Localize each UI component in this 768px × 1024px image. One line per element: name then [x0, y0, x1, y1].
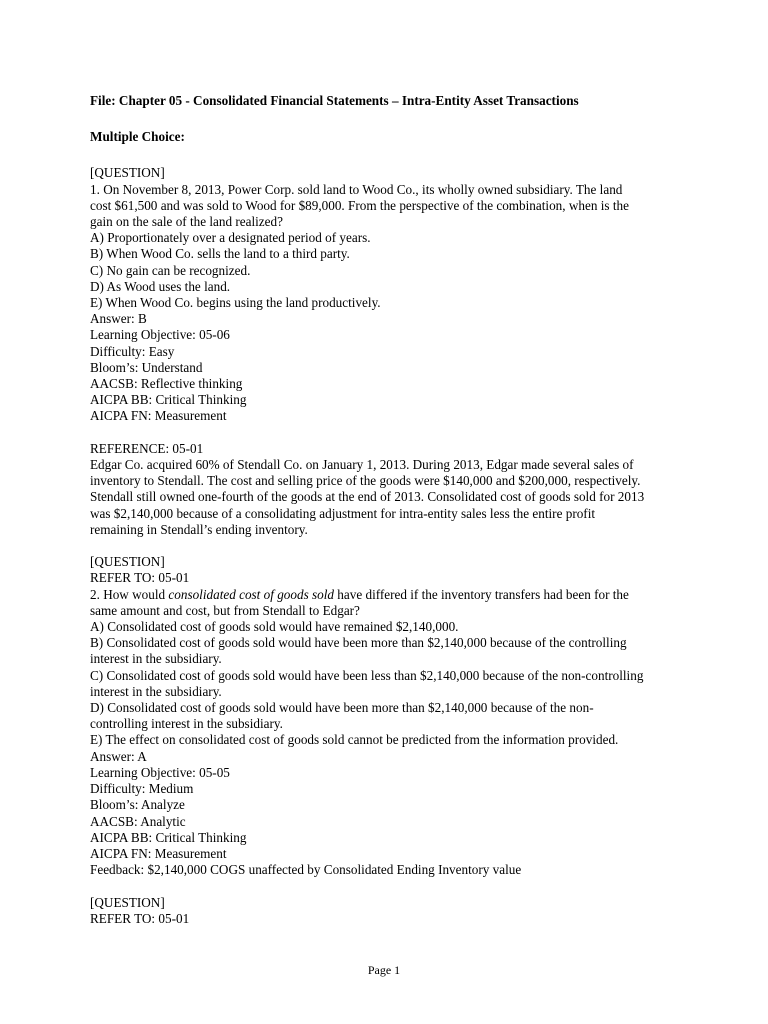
question-tag: [QUESTION]: [90, 894, 165, 910]
section-title: Multiple Choice:: [90, 129, 185, 145]
blooms-level: Bloom’s: Analyze: [90, 797, 185, 813]
aicpa-fn-tag: AICPA FN: Measurement: [90, 408, 227, 424]
question-stem-line: 1. On November 8, 2013, Power Corp. sold land to Wood Co., its wholly owned subsidiary. The land: [90, 181, 623, 197]
answer-option: B) Consolidated cost of goods sold would have been more than $2,140,000 because of the controlling: [90, 635, 627, 651]
difficulty: Difficulty: Medium: [90, 781, 194, 797]
question-stem-line: cost $61,500 and was sold to Wood for $89,000. From the perspective of the combination, when is the: [90, 197, 629, 213]
answer-option: E) The effect on consolidated cost of goods sold cannot be predicted from the information provided.: [90, 732, 619, 748]
stem-prefix: 2. How would: [90, 586, 169, 602]
question-tag: [QUESTION]: [90, 165, 165, 181]
answer-option: A) Proportionately over a designated period of years.: [90, 230, 371, 246]
file-title: File: Chapter 05 - Consolidated Financial Statements – Intra-Entity Asset Transactions: [90, 93, 579, 108]
answer-option: D) Consolidated cost of goods sold would have been more than $2,140,000 because of the non-: [90, 700, 594, 716]
answer-option: B) When Wood Co. sells the land to a third party.: [90, 246, 350, 262]
answer-key: Answer: B: [90, 311, 147, 327]
aicpa-bb-tag: AICPA BB: Critical Thinking: [90, 829, 247, 845]
reference-text-line: Stendall still owned one-fourth of the goods at the end of 2013. Consolidated cost of goods sold for 2013: [90, 489, 645, 505]
learning-objective: Learning Objective: 05-05: [90, 764, 230, 780]
stem-emphasis: consolidated cost of goods sold: [168, 586, 334, 602]
question-stem-line: gain on the sale of the land realized?: [90, 214, 283, 230]
reference-text-line: remaining in Stendall’s ending inventory.: [90, 521, 308, 537]
answer-option: E) When Wood Co. begins using the land productively.: [90, 295, 381, 311]
answer-option-continued: interest in the subsidiary.: [90, 651, 222, 667]
answer-option: C) No gain can be recognized.: [90, 262, 251, 278]
answer-option-continued: interest in the subsidiary.: [90, 683, 222, 699]
question-stem-line: [90, 587, 680, 603]
question-stem-line: same amount and cost, but from Stendall to Edgar?: [90, 602, 360, 618]
answer-option: D) As Wood uses the land.: [90, 278, 231, 294]
aicpa-bb-tag: AICPA BB: Critical Thinking: [90, 392, 247, 408]
question-1: [90, 165, 680, 424]
feedback: Feedback: $2,140,000 COGS unaffected by Consolidated Ending Inventory value: [90, 862, 522, 878]
blooms-level: Bloom’s: Understand: [90, 359, 203, 375]
page-number: Page 1: [367, 963, 401, 977]
difficulty: Difficulty: Easy: [90, 343, 175, 359]
stem-suffix: have differed if the inventory transfers had been for the: [333, 586, 629, 602]
question-2: [90, 554, 680, 878]
aicpa-fn-tag: AICPA FN: Measurement: [90, 845, 227, 861]
answer-option: A) Consolidated cost of goods sold would have remained $2,140,000.: [90, 619, 459, 635]
document-page: [90, 93, 680, 927]
reference-text-line: was $2,140,000 because of a consolidating adjustment for intra-entity sales less the entire profit: [90, 505, 596, 521]
question-tag: [QUESTION]: [90, 554, 165, 570]
refer-to: REFER TO: 05-01: [90, 570, 190, 586]
reference-tag: REFERENCE: 05-01: [90, 440, 204, 456]
reference-text-line: inventory to Stendall. The cost and selling price of the goods were $140,000 and $200,000, respectively.: [90, 473, 641, 489]
aacsb-tag: AACSB: Analytic: [90, 813, 186, 829]
learning-objective: Learning Objective: 05-06: [90, 327, 230, 343]
answer-key: Answer: A: [90, 748, 147, 764]
answer-option: C) Consolidated cost of goods sold would have been less than $2,140,000 because of the non-controlling: [90, 667, 644, 683]
refer-to: REFER TO: 05-01: [90, 910, 190, 926]
question-3: [90, 895, 680, 927]
reference-block: [90, 441, 680, 538]
aacsb-tag: AACSB: Reflective thinking: [90, 376, 243, 392]
answer-option-continued: controlling interest in the subsidiary.: [90, 716, 283, 732]
reference-text-line: Edgar Co. acquired 60% of Stendall Co. on January 1, 2013. During 2013, Edgar made several sales of: [90, 457, 634, 473]
